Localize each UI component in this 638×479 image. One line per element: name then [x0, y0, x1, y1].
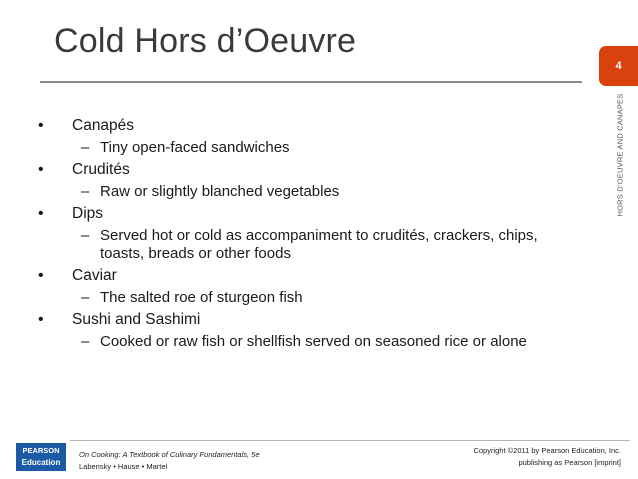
- sub-item-text: Cooked or raw fish or shellfish served on seasoned rice or alone: [100, 333, 527, 350]
- sub-item-text: The salted roe of sturgeon fish: [100, 289, 303, 306]
- logo-line-1: PEARSON: [22, 446, 60, 455]
- book-title: On Cooking: A Textbook of Culinary Fundamentals, 5e: [79, 450, 260, 459]
- bullet-label: Sushi and Sashimi: [72, 311, 201, 328]
- section-side-label: HORS D’OEUVRE AND CANAPES: [615, 93, 625, 217]
- copyright-notice: [473, 445, 621, 469]
- book-citation: [79, 449, 260, 473]
- bullet-icon: •: [38, 117, 44, 134]
- copyright-line-2: publishing as Pearson [imprint]: [518, 458, 621, 467]
- dash-icon: –: [81, 183, 90, 200]
- bullet-label: Crudités: [72, 161, 130, 178]
- sub-item: [81, 227, 558, 263]
- bullet-icon: •: [38, 311, 44, 328]
- dash-icon: –: [81, 139, 90, 156]
- slide-title: Cold Hors d’Oeuvre: [54, 22, 357, 60]
- sub-item: [81, 289, 558, 307]
- title-divider: [40, 81, 582, 83]
- bullet-label: Caviar: [72, 267, 117, 284]
- sub-item: [81, 333, 558, 351]
- copyright-line-1: Copyright ©2011 by Pearson Education, Inc.: [473, 446, 621, 455]
- bullet-icon: •: [38, 205, 44, 222]
- logo-line-2: Education: [21, 458, 61, 467]
- bullet-icon: •: [38, 161, 44, 178]
- bullet-list: [38, 117, 558, 355]
- sub-item: [81, 183, 558, 201]
- bullet-item: [38, 117, 558, 135]
- bullet-item: [38, 161, 558, 179]
- page-number-tab: [599, 46, 638, 86]
- dash-icon: –: [81, 333, 90, 350]
- bullet-item: [38, 311, 558, 329]
- bullet-label: Dips: [72, 205, 104, 222]
- bullet-label: Canapés: [72, 117, 135, 134]
- sub-item-text: Served hot or cold as accompaniment to crudités, crackers, chips, toasts, breads or other foods: [100, 227, 538, 262]
- sub-item-text: Tiny open-faced sandwiches: [100, 139, 290, 156]
- dash-icon: –: [81, 227, 90, 244]
- sub-item: [81, 139, 558, 157]
- pearson-logo: [16, 443, 66, 471]
- bullet-icon: •: [38, 267, 44, 284]
- dash-icon: –: [81, 289, 90, 306]
- footer-divider: [70, 440, 630, 441]
- page-number: 4: [615, 60, 622, 72]
- bullet-item: [38, 267, 558, 285]
- bullet-item: [38, 205, 558, 223]
- book-authors: Labensky • Hause • Martel: [79, 462, 168, 471]
- sub-item-text: Raw or slightly blanched vegetables: [100, 183, 340, 200]
